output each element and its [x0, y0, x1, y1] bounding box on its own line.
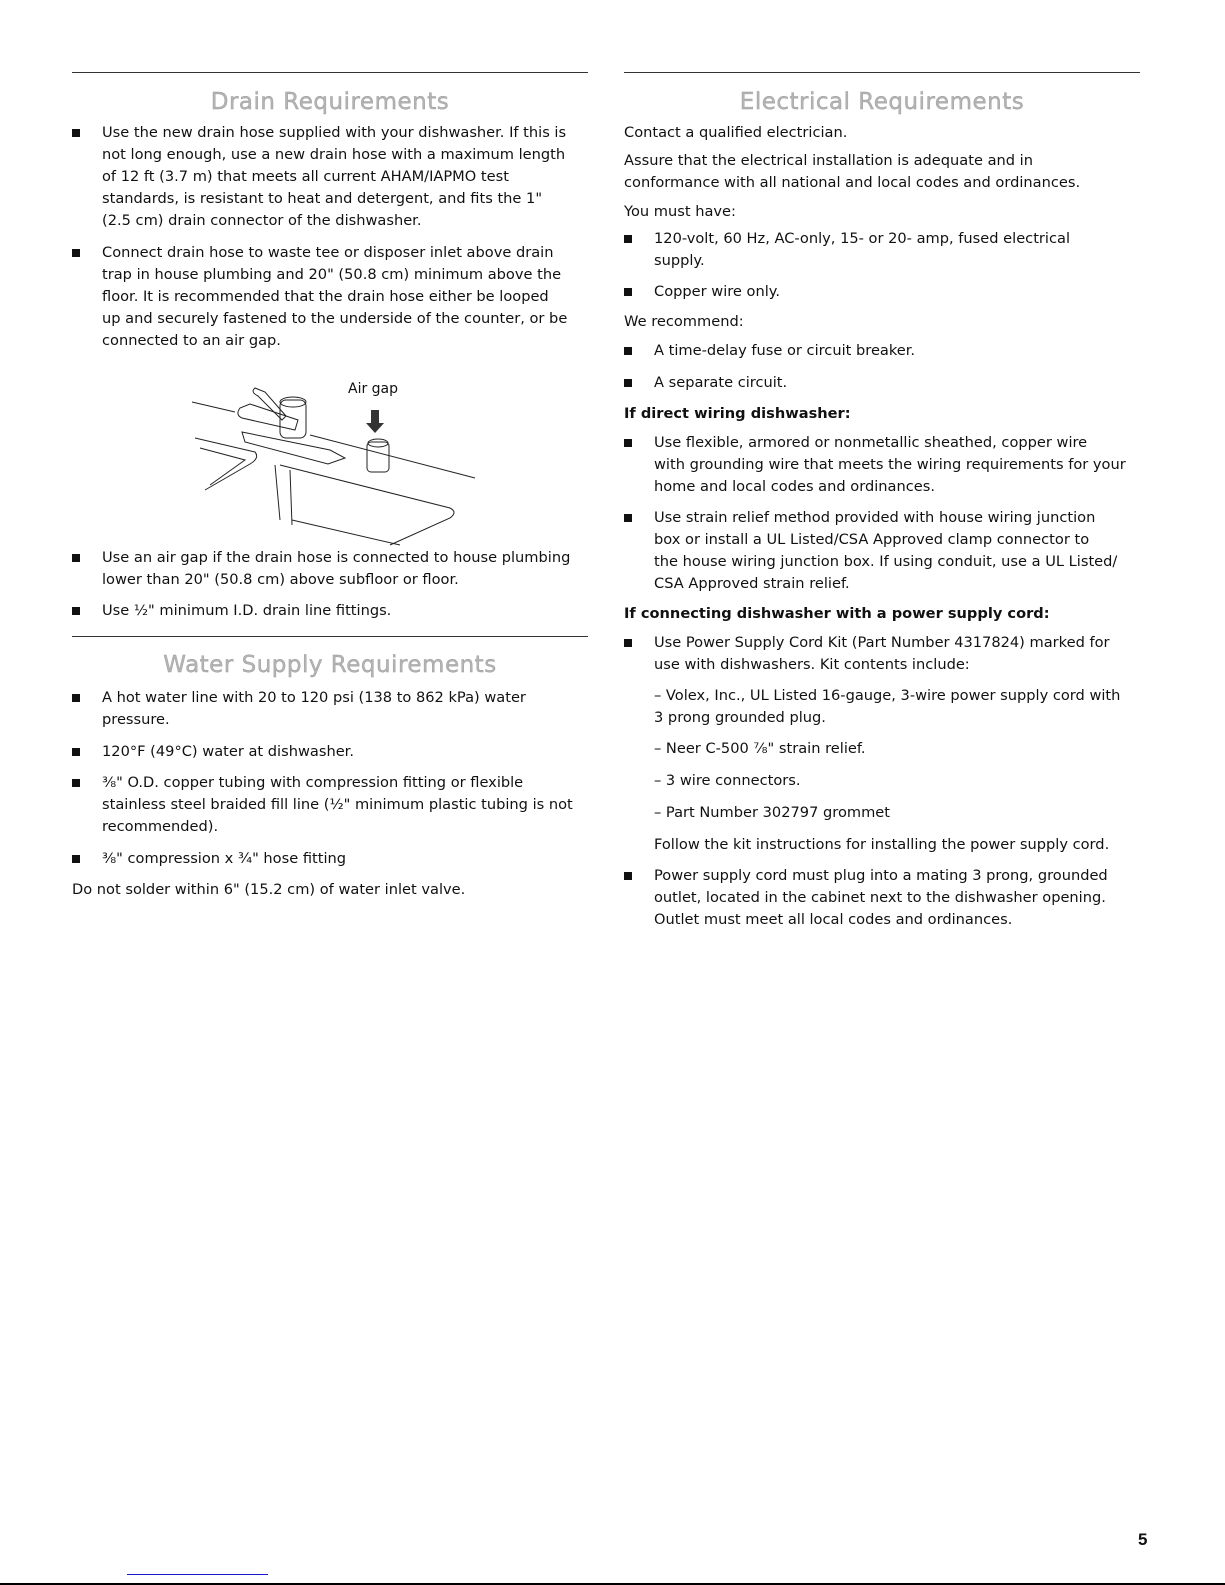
must-bullet-2: Copper wire only.	[654, 283, 780, 300]
recommend-label: We recommend:	[624, 313, 744, 330]
electrical-top-rule	[624, 72, 1140, 73]
drain-bullet-1: Use the new drain hose supplied with your dishwasher. If this is not long enough, use a new drain hose with a maximum length of 12 ft (3.7 m) that meets all current AHAM/IAPMO test standards, is resistant to heat and detergent, and fits the 1" (2.5 cm) drain connector of the dishwasher.	[102, 124, 567, 229]
bullet-icon	[624, 288, 632, 296]
kit-item-3: – 3 wire connectors.	[654, 772, 801, 789]
follow-text: Follow the kit instructions for installing the power supply cord.	[654, 836, 1110, 853]
air-gap-label: Air gap	[348, 381, 399, 397]
bullet-icon	[72, 129, 80, 137]
bullet-icon	[72, 748, 80, 756]
drain-bullet-2: Connect drain hose to waste tee or disposer inlet above drain trap in house plumbing and 20" (50.8 cm) minimum above the floor. It is recommended that the drain hose either be looped up and securely fastened to the underside of the counter, or be connected to an air gap.	[102, 244, 568, 349]
drain-bullet-3: Use an air gap if the drain hose is connected to house plumbing lower than 20" (50.8 cm) above subfloor or floor.	[102, 549, 571, 588]
water-note: Do not solder within 6" (15.2 cm) of water inlet valve.	[72, 881, 466, 898]
bullet-icon	[72, 554, 80, 562]
bullet-icon	[72, 607, 80, 615]
arrow-head	[366, 423, 384, 433]
contact-text: Contact a qualified electrician.	[624, 124, 848, 141]
bullet-icon	[624, 347, 632, 355]
direct-wiring-heading: If direct wiring dishwasher:	[624, 405, 851, 422]
kit-item-2: – Neer C-500 ⅞" strain relief.	[654, 740, 866, 757]
cord-bullet-2: Power supply cord must plug into a mating 3 prong, grounded outlet, located in the cabinet next to the dishwasher opening. Outlet must meet all local codes and ordinances.	[654, 867, 1108, 928]
must-have-label: You must have:	[624, 203, 736, 220]
recommend-bullet-1: A time-delay fuse or circuit breaker.	[654, 342, 916, 359]
water-bullet-1: A hot water line with 20 to 120 psi (138 to 862 kPa) water pressure.	[102, 689, 526, 728]
bullet-icon	[72, 855, 80, 863]
bullet-icon	[624, 872, 632, 880]
kit-item-4: – Part Number 302797 grommet	[654, 804, 891, 821]
recommend-bullet-2: A separate circuit.	[654, 374, 788, 391]
bullet-icon	[72, 779, 80, 787]
drain-bullet-4: Use ½" minimum I.D. drain line fittings.	[102, 602, 392, 619]
bullet-icon	[624, 379, 632, 387]
drain-heading: Drain Requirements	[210, 89, 450, 115]
link-underline[interactable]	[127, 1574, 268, 1575]
must-bullet-1: 120-volt, 60 Hz, AC-only, 15- or 20- amp, fused electrical supply.	[654, 230, 1070, 269]
bullet-icon	[624, 439, 632, 447]
water-top-rule	[72, 636, 588, 637]
assure-text: Assure that the electrical installation is adequate and in conformance with all national and local codes and ordinances.	[624, 152, 1081, 191]
electrical-heading: Electrical Requirements	[739, 89, 1025, 115]
bullet-icon	[624, 235, 632, 243]
direct-bullet-1: Use flexible, armored or nonmetallic sheathed, copper wire with grounding wire that meets the wiring requirements for your home and local codes and ordinances.	[654, 434, 1126, 495]
water-bullet-4: ⅜" compression x ¾" hose fitting	[102, 850, 347, 867]
cord-heading: If connecting dishwasher with a power supply cord:	[624, 605, 1050, 622]
direct-bullet-2: Use strain relief method provided with house wiring junction box or install a UL Listed/CSA Approved clamp connector to the house wiring junction box. If using conduit, use a UL Listed/ CSA Approved strain relief.	[654, 509, 1118, 592]
bullet-icon	[72, 694, 80, 702]
water-bullet-2: 120°F (49°C) water at dishwasher.	[102, 743, 354, 760]
arrow-down-icon	[371, 410, 379, 424]
water-bullet-3: ⅜" O.D. copper tubing with compression fitting or flexible stainless steel braided fill line (½" minimum plastic tubing is not recommended).	[102, 774, 573, 835]
air-gap-illustration	[180, 360, 500, 550]
page-number: 5	[1138, 1530, 1148, 1549]
bullet-icon	[624, 639, 632, 647]
bullet-icon	[624, 514, 632, 522]
kit-item-1: – Volex, Inc., UL Listed 16-gauge, 3-wire power supply cord with 3 prong grounded plug.	[654, 687, 1121, 726]
water-heading: Water Supply Requirements	[163, 652, 497, 678]
bullet-icon	[72, 249, 80, 257]
drain-top-rule	[72, 72, 588, 73]
cord-bullet-1: Use Power Supply Cord Kit (Part Number 4317824) marked for use with dishwashers. Kit contents include:	[654, 634, 1110, 673]
